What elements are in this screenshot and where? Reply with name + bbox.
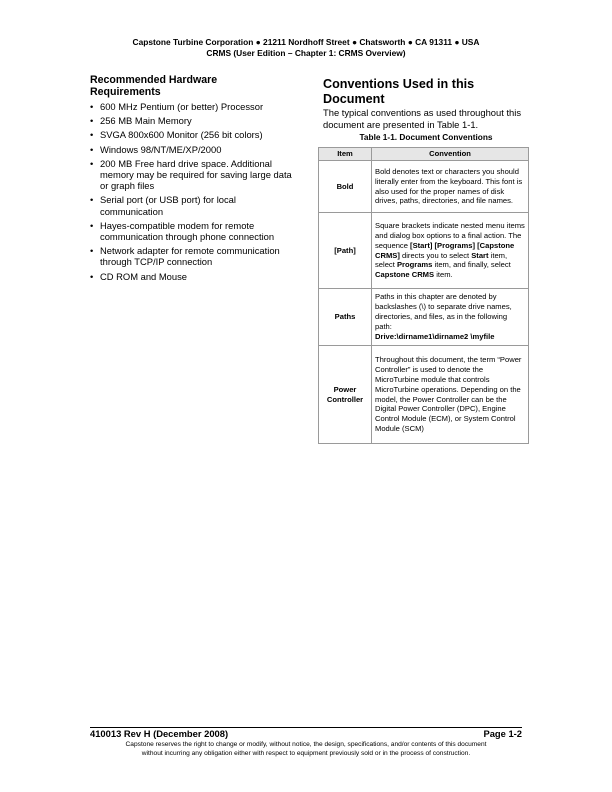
list-item [90, 220, 296, 242]
list-item [90, 101, 296, 112]
list-item [90, 129, 296, 140]
list-item-text: Windows 98/NT/ME/XP/2000 [100, 143, 222, 155]
table-cell-convention [372, 213, 529, 289]
cell-text: item. [434, 270, 453, 280]
header-address: Capstone Turbine Corporation ● 21211 Nordhoff Street ● Chatsworth ● CA 91311 ● USA [132, 37, 480, 47]
cell-bold-path: Drive:\dirname1\dirname2 \myfile [375, 331, 495, 341]
cell-bold-text: Capstone CRMS [375, 270, 435, 280]
list-item-text: Hayes-compatible modem for remote communication through phone connection [100, 219, 275, 243]
item-line1: Power [333, 384, 357, 394]
hardware-requirements-section [90, 74, 296, 285]
list-item-text: CD ROM and Mouse [100, 270, 188, 282]
table-row [319, 289, 529, 346]
cell-bold-text: [Start] [Programs] [Capstone CRMS] [375, 240, 515, 260]
list-item [90, 144, 296, 155]
list-item [90, 158, 296, 192]
cell-text: item, and finally, select [432, 260, 511, 270]
conventions-section [323, 77, 529, 150]
table-cell-item: [Path] [319, 213, 372, 289]
conventions-intro: The typical conventions as used throughout this document are presented in Table 1-1. [323, 107, 522, 130]
conventions-heading [323, 77, 529, 106]
cell-bold-text: Start [471, 250, 489, 260]
hardware-heading [90, 74, 296, 98]
bullet-icon: • [90, 157, 94, 169]
table-cell-item: Paths [319, 289, 372, 346]
table-caption: Table 1-1. Document Conventions [359, 132, 493, 142]
page-header [0, 37, 612, 59]
table-cell-convention: Bold denotes text or characters you should literally enter from the keyboard. This font is also used for the proper names of disk drives, paths, directories, and file names. [372, 161, 529, 213]
table-row [319, 161, 529, 213]
conventions-heading-line2: Document [323, 91, 385, 106]
bullet-icon: • [90, 219, 94, 231]
bullet-icon: • [90, 129, 94, 141]
conventions-heading-line1: Conventions Used in this [323, 77, 475, 91]
bullet-icon: • [90, 101, 94, 112]
table-cell-convention [372, 289, 529, 346]
table-row [319, 346, 529, 444]
bullet-icon: • [90, 245, 94, 257]
list-item-text: Network adapter for remote communication through TCP/IP connection [100, 245, 280, 268]
list-item-text: Serial port (or USB port) for local communication [100, 194, 236, 217]
list-item [90, 245, 296, 267]
cell-text: Square brackets indicate nested menu items and dialog box options to a final action. The sequence [375, 220, 525, 250]
list-item-text: 256 MB Main Memory [100, 115, 192, 127]
column-header-convention: Convention [372, 148, 529, 161]
disclaimer-line2: without incurring any obligation either with respect to equipment previously sold or in the process of construction. [141, 750, 471, 757]
hardware-heading-line2: Requirements [90, 86, 161, 98]
table-cell-convention: Throughout this document, the term “Power Controller” is used to denote the MicroTurbine module that controls MicroTurbine operations. Depending on the model, the Power Controller can be the Digital Power Controller (DPC), Engine Control Module (ECM), or System Control Module (SCM) [372, 346, 529, 444]
footer-doc-revision: 410013 Rev H (December 2008) [90, 728, 229, 739]
column-header-item: Item [319, 148, 372, 161]
bullet-icon: • [90, 115, 94, 127]
list-item [90, 194, 296, 216]
bullet-icon: • [90, 194, 94, 206]
cell-text: item, select [375, 250, 508, 270]
list-item-text: 200 MB Free hard drive space. Additional memory may be required for saving large data or graph files [100, 157, 292, 192]
table-row [319, 213, 529, 289]
table-header-row [319, 148, 529, 161]
hardware-heading-line1: Recommended Hardware [90, 74, 218, 86]
table-cell-item: Bold [319, 161, 372, 213]
hardware-list [90, 101, 296, 282]
list-item-text: SVGA 800x600 Monitor (256 bit colors) [100, 129, 263, 141]
table-cell-item [319, 346, 372, 444]
cell-text: Paths in this chapter are denoted by backslashes (\) to separate drive names, directories, and files, as in the following path: [375, 292, 512, 331]
list-item [90, 115, 296, 126]
footer-disclaimer [0, 740, 612, 758]
list-item-text: 600 MHz Pentium (or better) Processor [100, 101, 264, 112]
list-item [90, 271, 296, 282]
conventions-table [318, 147, 529, 444]
bullet-icon: • [90, 143, 94, 155]
header-chapter: CRMS (User Edition – Chapter 1: CRMS Overview) [206, 48, 406, 58]
footer-page-number: Page 1-2 [483, 728, 522, 739]
item-line2: Controller [326, 394, 364, 404]
disclaimer-line1: Capstone reserves the right to change or modify, without notice, the design, specifications, and/or contents of this document [125, 741, 487, 748]
bullet-icon: • [90, 270, 94, 282]
cell-text: directs you to select [399, 250, 472, 260]
cell-bold-text: Programs [396, 260, 433, 270]
